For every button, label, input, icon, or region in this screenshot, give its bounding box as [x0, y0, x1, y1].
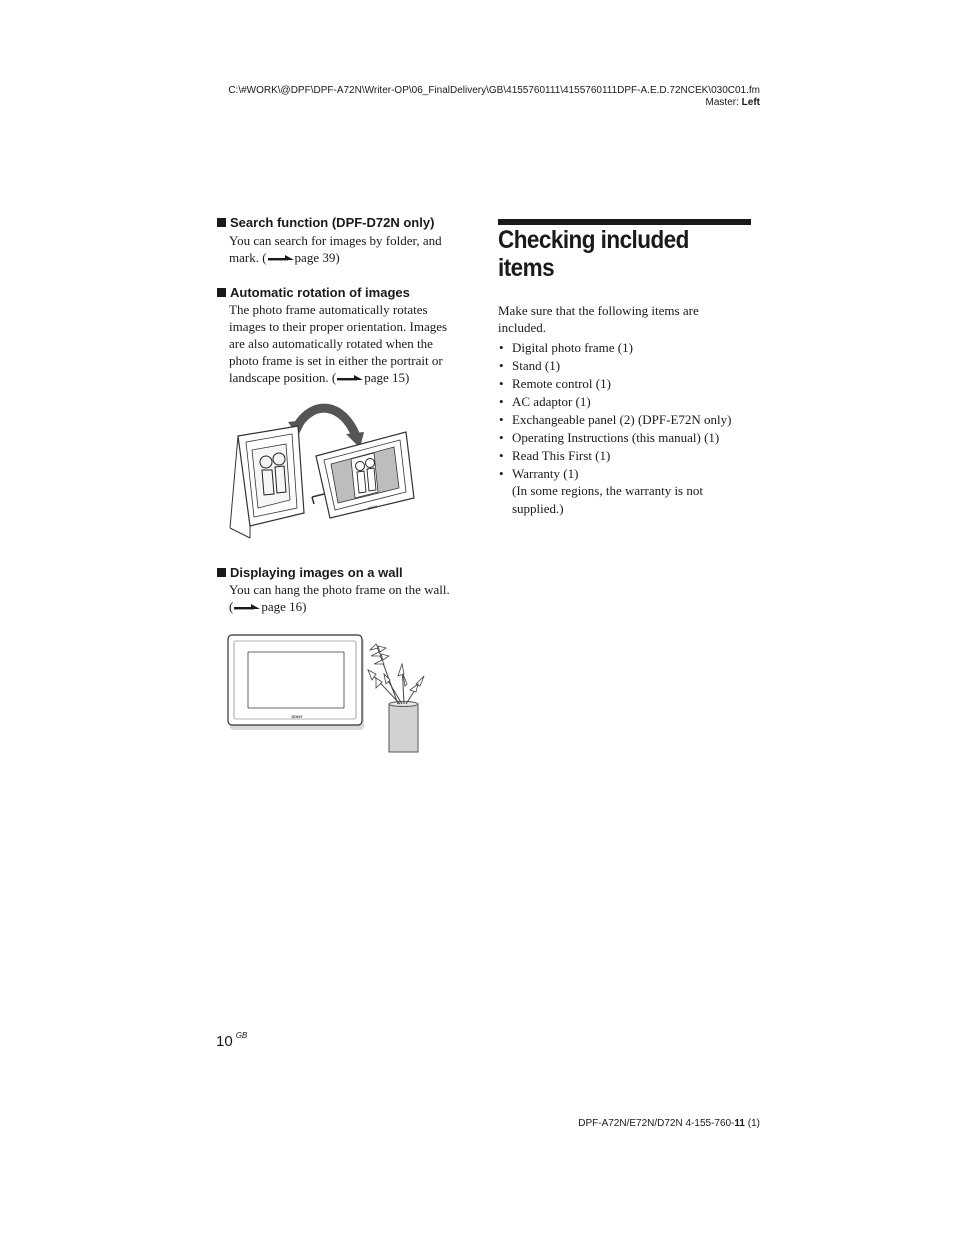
model-footer: DPF-A72N/E72N/D72N 4-155-760-11 (1): [578, 1118, 760, 1129]
included-items-list: [499, 339, 759, 483]
square-bullet-icon: [217, 218, 226, 227]
page-ref-arrow-icon: [268, 255, 294, 263]
square-bullet-icon: [217, 568, 226, 577]
title-rule: [498, 219, 751, 225]
rotation-arrow-icon: [296, 408, 356, 436]
list-item: • Operating Instructions (this manual) (1): [499, 429, 759, 447]
vase: [389, 704, 418, 752]
list-item: • Remote control (1): [499, 375, 759, 393]
rotation-illustration: [228, 398, 420, 543]
page-locale: GB: [235, 1031, 248, 1040]
wall-illustration: [226, 634, 426, 754]
page-number: 10 $^{GB}$: [216, 1031, 248, 1050]
plant-leaves: [368, 644, 424, 692]
file-path: C:\#WORK\@DPF\DPF-A72N\Writer-OP\06_FinalDelivery\GB\4155760111\4155760111DPF-A.E.D.72NCEK\030C01.fm: [228, 85, 760, 96]
page-ref-arrow-icon: [234, 604, 260, 612]
brand-logo: SONY: [291, 714, 303, 719]
search-body: You can search for images by folder, and mark. ( page 39): [229, 233, 442, 265]
wall-frame-screen: [248, 652, 344, 708]
list-item: • Exchangeable panel (2) (DPF-E72N only): [499, 411, 759, 429]
rotation-heading: Automatic rotation of images: [217, 285, 410, 301]
master-label: Master: Left: [705, 97, 760, 108]
section-title: Checking included items: [498, 226, 689, 282]
wall-body: You can hang the photo frame on the wall. ( page 16): [229, 582, 450, 614]
rotation-body: The photo frame automatically rotates images to their proper orientation. Images are also automatically rotated when the photo frame is set in either the portrait or landscape position. ( page 15): [229, 302, 448, 385]
list-item: • AC adaptor (1): [499, 393, 759, 411]
list-item: • Digital photo frame (1): [499, 339, 759, 357]
page-ref-arrow-icon: [337, 375, 363, 383]
brand-logo-small: SONY: [367, 504, 378, 511]
list-item: • Read This First (1): [499, 447, 759, 465]
square-bullet-icon: [217, 288, 226, 297]
wall-heading: Displaying images on a wall: [217, 565, 403, 581]
list-item: • Stand (1): [499, 357, 759, 375]
checking-intro: Make sure that the following items are included.: [498, 303, 699, 335]
landscape-frame: [312, 432, 414, 518]
search-heading: Search function (DPF-D72N only): [217, 215, 434, 231]
warranty-note: (In some regions, the warranty is not supplied.): [512, 483, 703, 516]
list-item: • Warranty (1): [499, 465, 759, 483]
portrait-frame: [230, 426, 304, 538]
file-path-header: [228, 85, 760, 109]
master-value: Left: [741, 97, 760, 108]
